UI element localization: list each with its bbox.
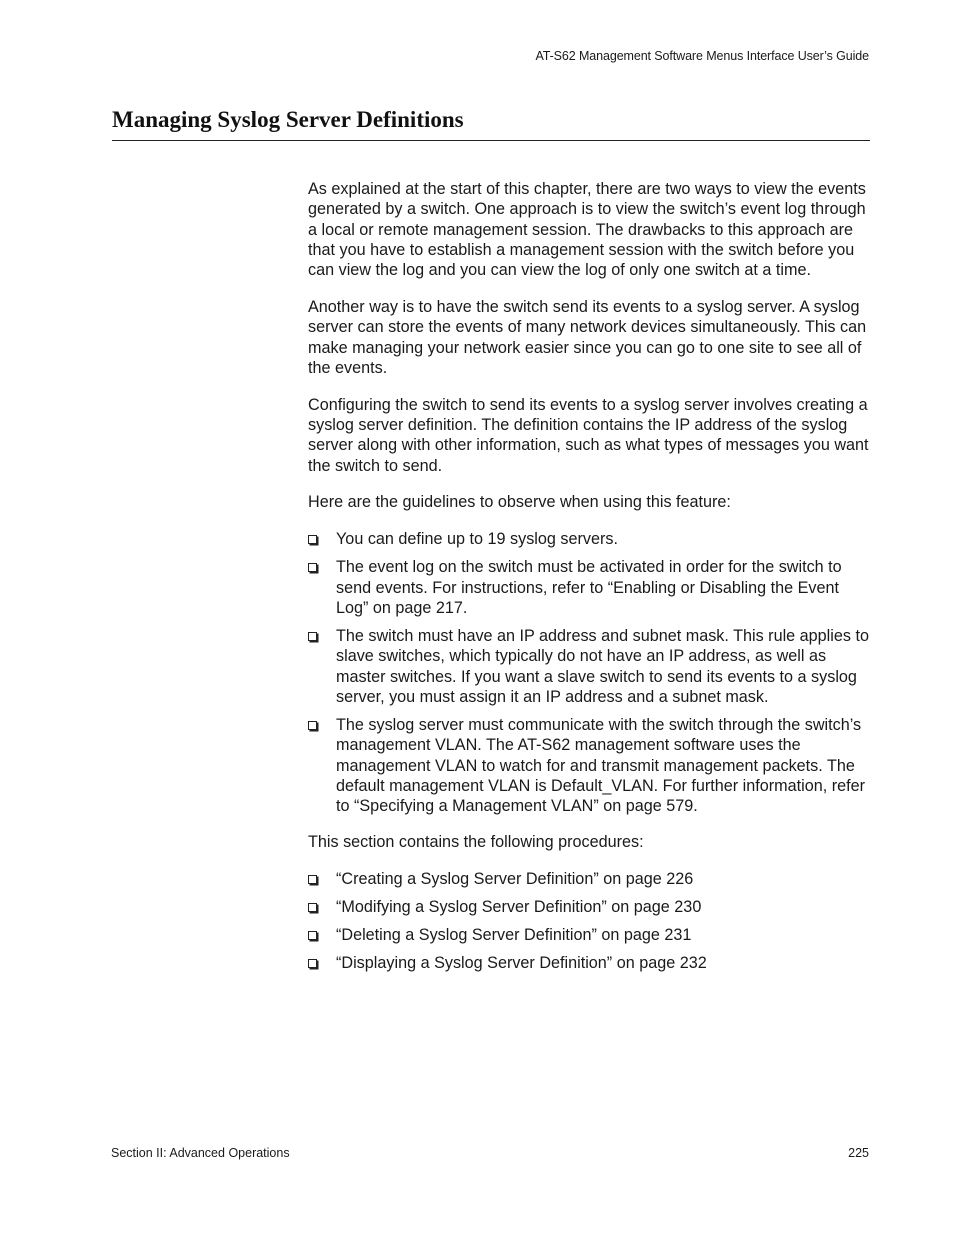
list-item-text: The syslog server must communicate with the switch through the switch’s management VLAN. The AT-S62 management software uses the management VLAN to watch for and transmit management packets. The default management VLAN is Default_VLAN. For further information, refer to “Specifying a Management VLAN” on page 579. xyxy=(336,715,866,816)
list-item xyxy=(308,626,870,707)
list-item-text: The switch must have an IP address and subnet mask. This rule applies to slave switches, which typically do not have an IP address, as well as master switches. If you want a slave switch to send its events to a syslog server, you must assign it an IP address and a subnet mask. xyxy=(336,626,869,706)
guidelines-list xyxy=(308,529,870,816)
procedures-intro: This section contains the following procedures: xyxy=(308,833,644,852)
procedure-link[interactable]: “Modifying a Syslog Server Definition” on page 230 xyxy=(336,898,702,917)
procedure-link[interactable]: “Deleting a Syslog Server Definition” on page 231 xyxy=(336,926,692,945)
running-header: AT-S62 Management Software Menus Interface User’s Guide xyxy=(535,49,869,63)
paragraph: Another way is to have the switch send its events to a syslog server. A syslog server can store the events of many network devices simultaneously. This can make managing your network easier since you can go to one site to see all of the events. xyxy=(308,297,867,377)
checkbox-bullet-icon xyxy=(308,721,317,730)
title-rule xyxy=(112,140,870,141)
procedure-link[interactable]: “Displaying a Syslog Server Definition” on page 232 xyxy=(336,954,707,973)
paragraph: Configuring the switch to send its events to a syslog server involves creating a syslog server definition. The definition contains the IP address of the syslog server along with other information, such as what types of messages you want the switch to send. xyxy=(308,395,869,475)
checkbox-bullet-icon xyxy=(308,931,317,940)
list-item xyxy=(308,529,870,549)
section-title: Managing Syslog Server Definitions xyxy=(112,107,464,132)
list-item xyxy=(308,953,870,973)
list-item xyxy=(308,925,870,945)
list-item-text: You can define up to 19 syslog servers. xyxy=(336,530,618,549)
list-item xyxy=(308,557,870,618)
checkbox-bullet-icon xyxy=(308,959,317,968)
checkbox-bullet-icon xyxy=(308,632,317,641)
body-column xyxy=(308,179,870,989)
list-item xyxy=(308,715,870,816)
footer-page-number: 225 xyxy=(848,1146,869,1160)
paragraph: Here are the guidelines to observe when using this feature: xyxy=(308,493,731,512)
paragraph: As explained at the start of this chapter, there are two ways to view the events generated by a switch. One approach is to view the switch’s event log through a local or remote management session. The drawbacks to this approach are that you have to establish a management session with the switch before you can view the log and you can view the log of only one switch at a time. xyxy=(308,180,866,280)
checkbox-bullet-icon xyxy=(308,903,317,912)
list-item xyxy=(308,869,870,889)
checkbox-bullet-icon xyxy=(308,875,317,884)
procedures-list xyxy=(308,869,870,973)
procedure-link[interactable]: “Creating a Syslog Server Definition” on page 226 xyxy=(336,870,694,889)
list-item xyxy=(308,897,870,917)
footer-section-label: Section II: Advanced Operations xyxy=(111,1146,290,1160)
checkbox-bullet-icon xyxy=(308,535,317,544)
checkbox-bullet-icon xyxy=(308,563,317,572)
list-item-text: The event log on the switch must be activated in order for the switch to send events. For instructions, refer to “Enabling or Disabling the Event Log” on page 217. xyxy=(336,558,842,617)
